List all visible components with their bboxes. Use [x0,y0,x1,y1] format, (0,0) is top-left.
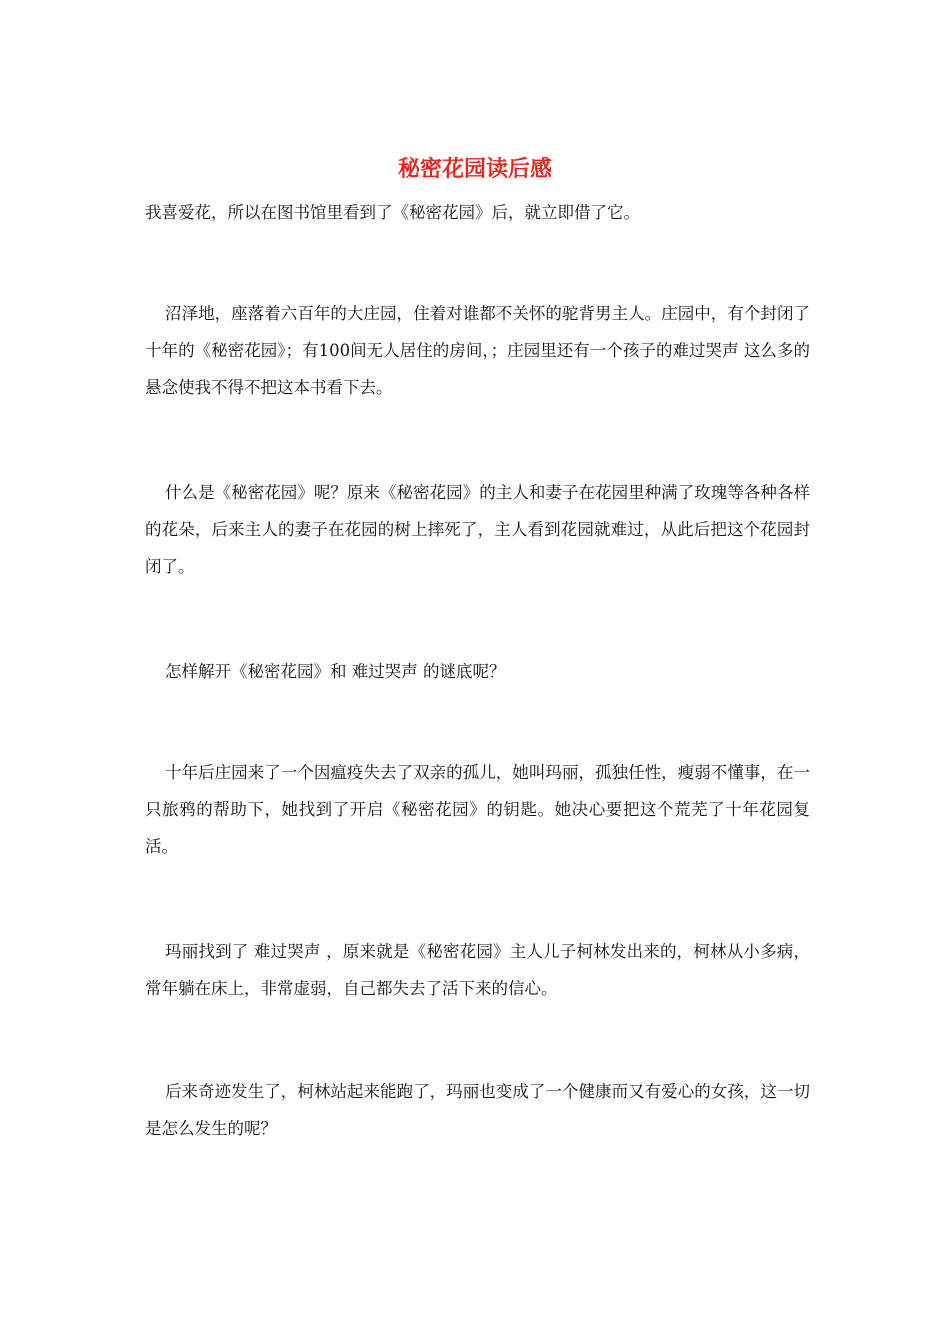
paragraph-question: 怎样解开《秘密花园》和 难过哭声 的谜底呢？ [165,662,506,681]
paragraph-manor: 沼泽地，座落着六百年的大庄园，住着对谁都不关怀的驼背男主人。庄园中，有个封闭了十年的《秘密花园》；有100间无人居住的房间，；庄园里还有一个孩子的难过哭声 这么多的悬念使我不得不把这本书看下去。 [145,304,810,397]
paragraph-intro: 我喜爱花，所以在图书馆里看到了《秘密花园》后，就立即借了它。 [145,203,640,222]
paragraph-colin: 玛丽找到了 难过哭声 ，原来就是《秘密花园》主人儿子柯林发出来的，柯林从小多病，常年躺在床上，非常虚弱，自己都失去了活下来的信心。 [145,942,810,998]
paragraph-garden-origin: 什么是《秘密花园》呢？原来《秘密花园》的主人和妻子在花园里种满了玫瑰等各种各样的花朵，后来主人的妻子在花园的树上摔死了，主人看到花园就难过，从此后把这个花园封闭了。 [145,483,810,576]
paragraph-miracle: 后来奇迹发生了，柯林站起来能跑了，玛丽也变成了一个健康而又有爱心的女孩，这一切是怎么发生的呢？ [145,1082,810,1138]
document-title: 秘密花园读后感 [397,156,552,182]
paragraph-mary: 十年后庄园来了一个因瘟疫失去了双亲的孤儿，她叫玛丽，孤独任性，瘦弱不懂事，在一只旅鸦的帮助下，她找到了开启《秘密花园》的钥匙。她决心要把这个荒芜了十年花园复活。 [145,763,810,856]
